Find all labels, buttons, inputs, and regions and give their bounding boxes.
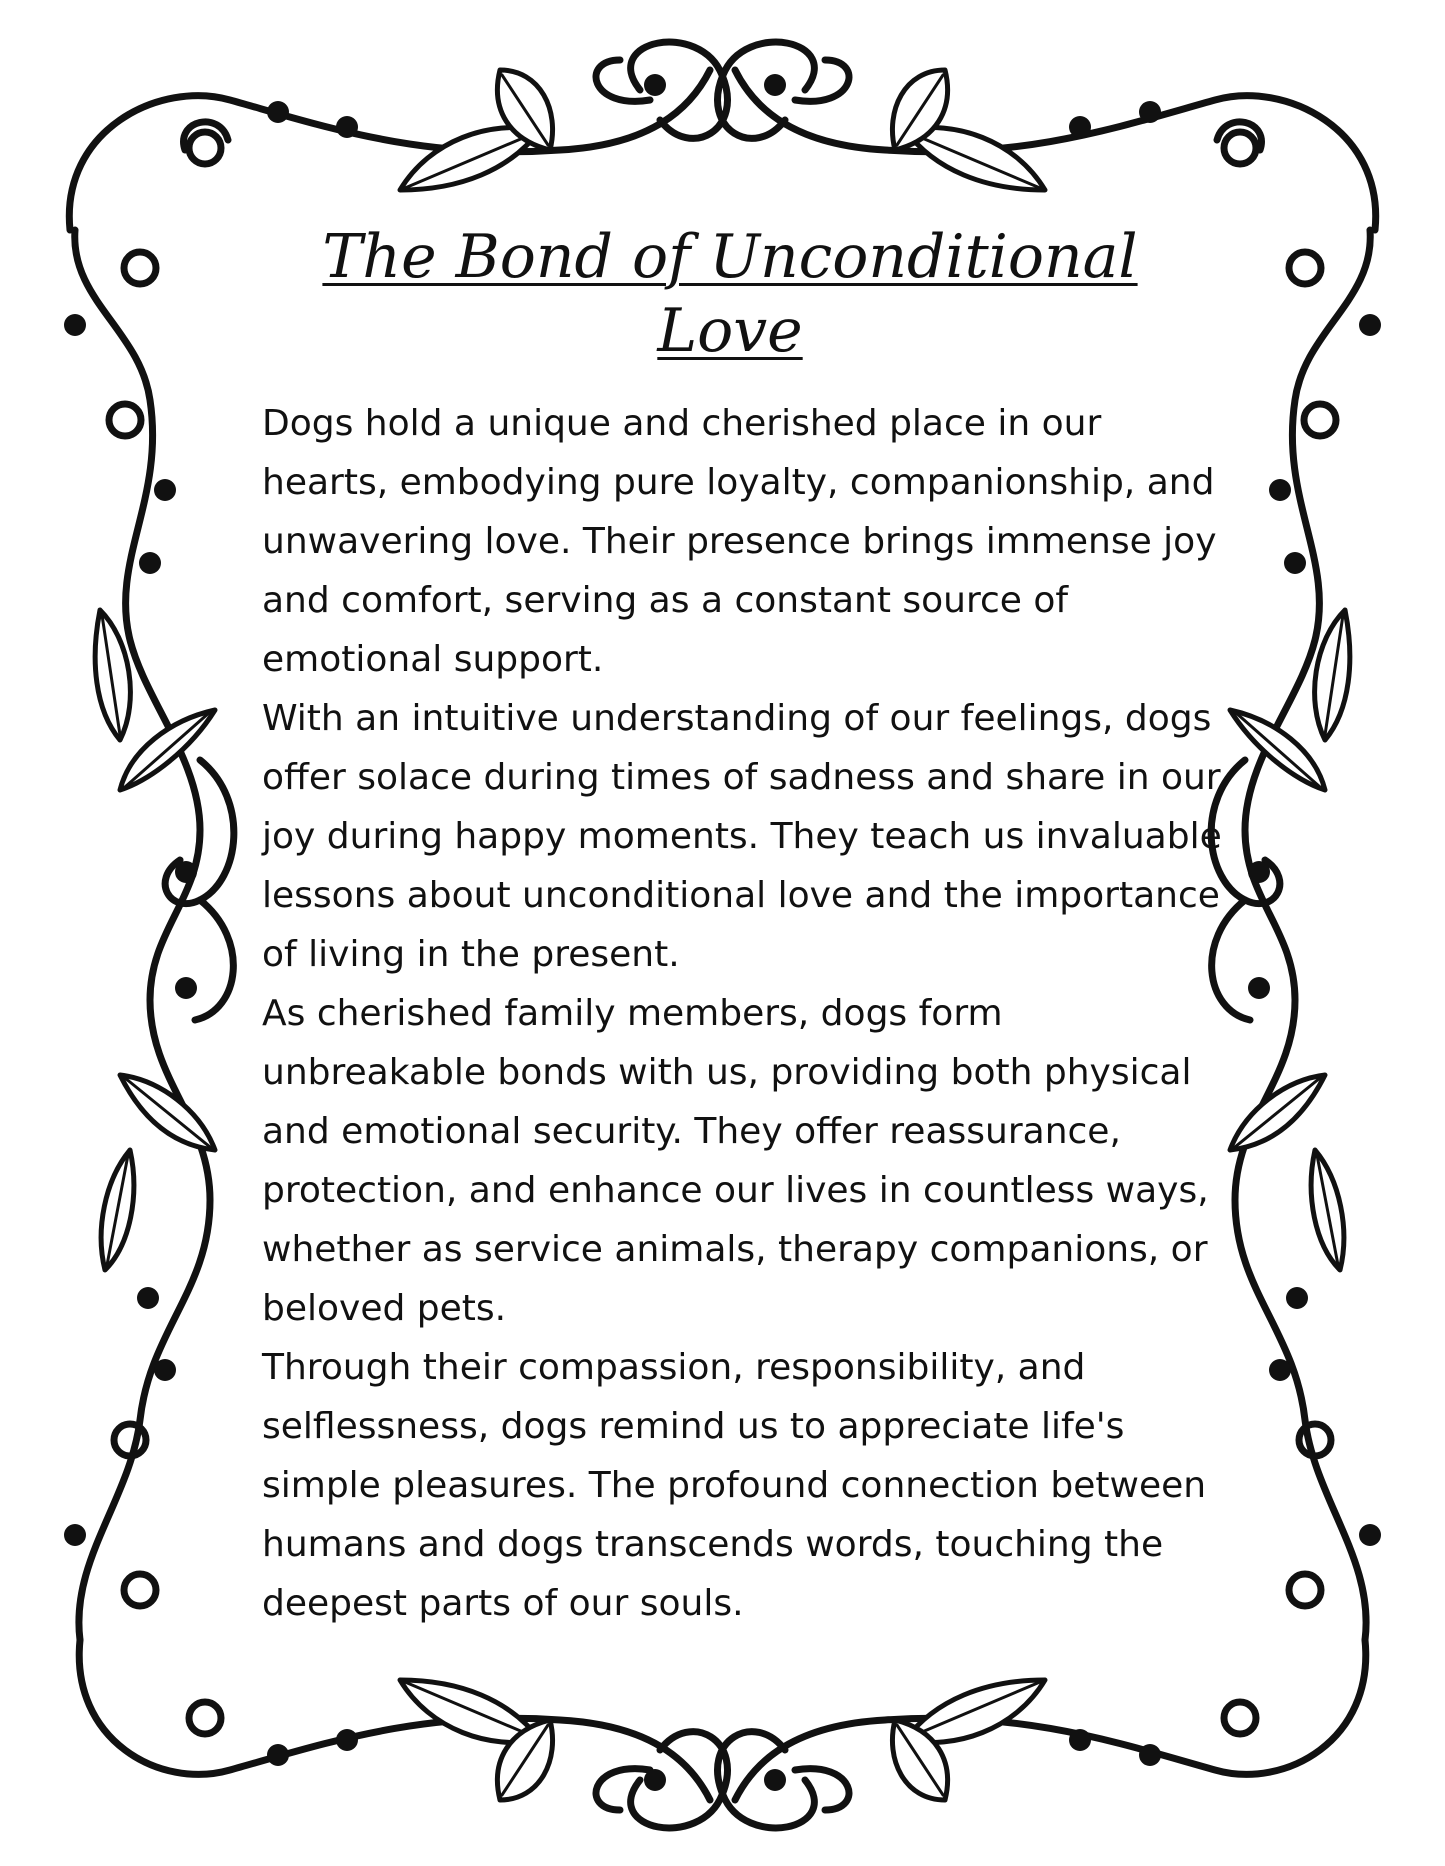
page-title: The Bond of Unconditional Love xyxy=(322,222,1138,366)
left-border-ornament xyxy=(64,230,234,1640)
body-text xyxy=(262,394,1222,1633)
top-border-ornament xyxy=(69,42,1375,230)
bottom-border-ornament xyxy=(79,1640,1366,1828)
paragraph: As cherished family members, dogs form unbreakable bonds with us, providing both physical and emotional security. They offer reassurance, protection, and enhance our lives in countless ways, whether as service animals, therapy companions, or beloved pets. xyxy=(262,993,1209,1329)
right-border-ornament xyxy=(1211,230,1381,1640)
paragraph: Through their compassion, responsibility, and selflessness, dogs remind us to appreciate life's simple pleasures. The profound connection between humans and dogs transcends words, touching the deepest parts of our souls. xyxy=(262,1347,1207,1624)
paragraph: Dogs hold a unique and cherished place in our hearts, embodying pure loyalty, companionship, and unwavering love. Their presence brings immense joy and comfort, serving as a constant source of emotional support. xyxy=(262,403,1217,680)
paragraph: With an intuitive understanding of our feelings, dogs offer solace during times of sadness and share in our joy during happy moments. They teach us invaluable lessons about unconditional love and the importance of living in the present. xyxy=(262,698,1222,975)
